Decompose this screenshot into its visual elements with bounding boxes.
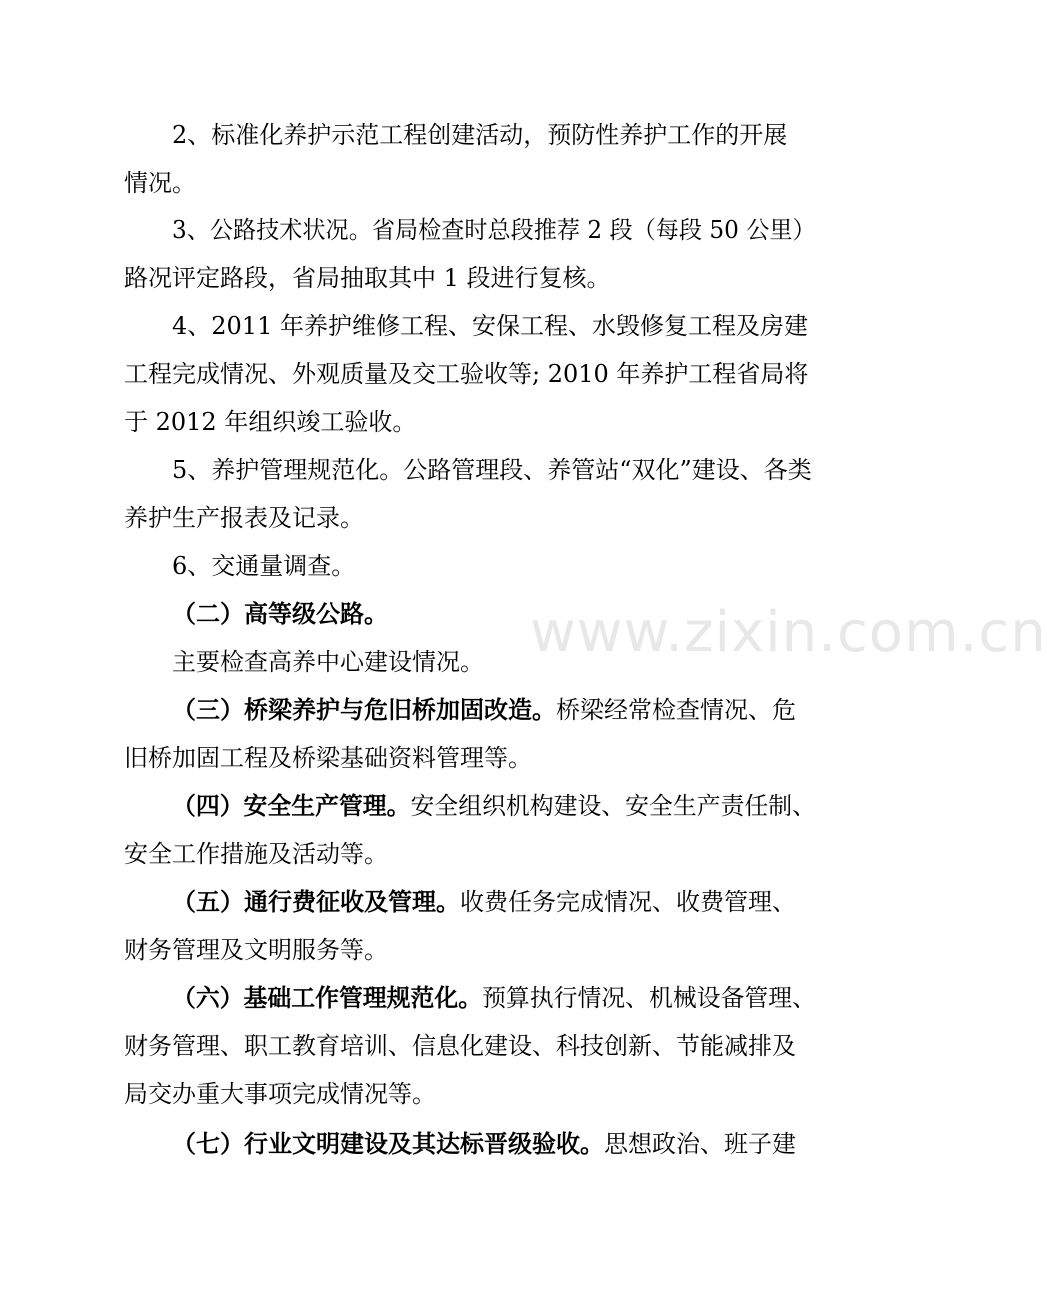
- watermark: www.zixin.com.cn: [530, 600, 1047, 665]
- text-line: （五）通行费征收及管理。收费任务完成情况、收费管理、: [172, 887, 796, 916]
- text-line: 主要检查高养中心建设情况。: [172, 648, 484, 676]
- text-line: 2、标准化养护示范工程创建活动，预防性养护工作的开展: [172, 121, 788, 149]
- text-line: （三）桥梁养护与危旧桥加固改造。桥梁经常检查情况、危: [172, 695, 796, 724]
- text-line: 养护生产报表及记录。: [124, 504, 364, 532]
- text-line: （六）基础工作管理规范化。预算执行情况、机械设备管理、: [172, 983, 816, 1012]
- text-line: 路况评定路段，省局抽取其中 1 段进行复核。: [124, 264, 611, 292]
- text-line: 安全工作措施及活动等。: [124, 840, 388, 868]
- text-line: 情况。: [124, 169, 196, 197]
- section-heading: （二）高等级公路。: [172, 599, 388, 628]
- section-heading: （三）桥梁养护与危旧桥加固改造。: [172, 695, 556, 724]
- text-line: 工程完成情况、外观质量及交工验收等; 2010 年养护工程省局将: [124, 360, 809, 388]
- section-heading: （七）行业文明建设及其达标晋级验收。: [172, 1129, 604, 1158]
- text-line: 财务管理、职工教育培训、信息化建设、科技创新、节能减排及: [124, 1032, 796, 1060]
- section-heading: （四）安全生产管理。: [172, 791, 411, 820]
- text-line: 局交办重大事项完成情况等。: [124, 1080, 436, 1108]
- text-line: 于 2012 年组织竣工验收。: [124, 408, 417, 436]
- text-line: 财务管理及文明服务等。: [124, 936, 388, 964]
- text-line: 旧桥加固工程及桥梁基础资料管理等。: [124, 744, 532, 772]
- text-line: 5、养护管理规范化。公路管理段、养管站“双化”建设、各类: [172, 456, 812, 484]
- text-line: 3、公路技术状况。省局检查时总段推荐 2 段（每段 50 公里）: [172, 216, 816, 244]
- text-line: 6、交通量调查。: [172, 552, 356, 580]
- section-heading: （六）基础工作管理规范化。: [172, 983, 483, 1012]
- text-line: （七）行业文明建设及其达标晋级验收。思想政治、班子建: [172, 1129, 796, 1158]
- text-line: 4、2011 年养护维修工程、安保工程、水毁修复工程及房建: [172, 312, 808, 340]
- section-heading: （五）通行费征收及管理。: [172, 887, 460, 916]
- text-line: （四）安全生产管理。安全组织机构建设、安全生产责任制、: [172, 791, 816, 820]
